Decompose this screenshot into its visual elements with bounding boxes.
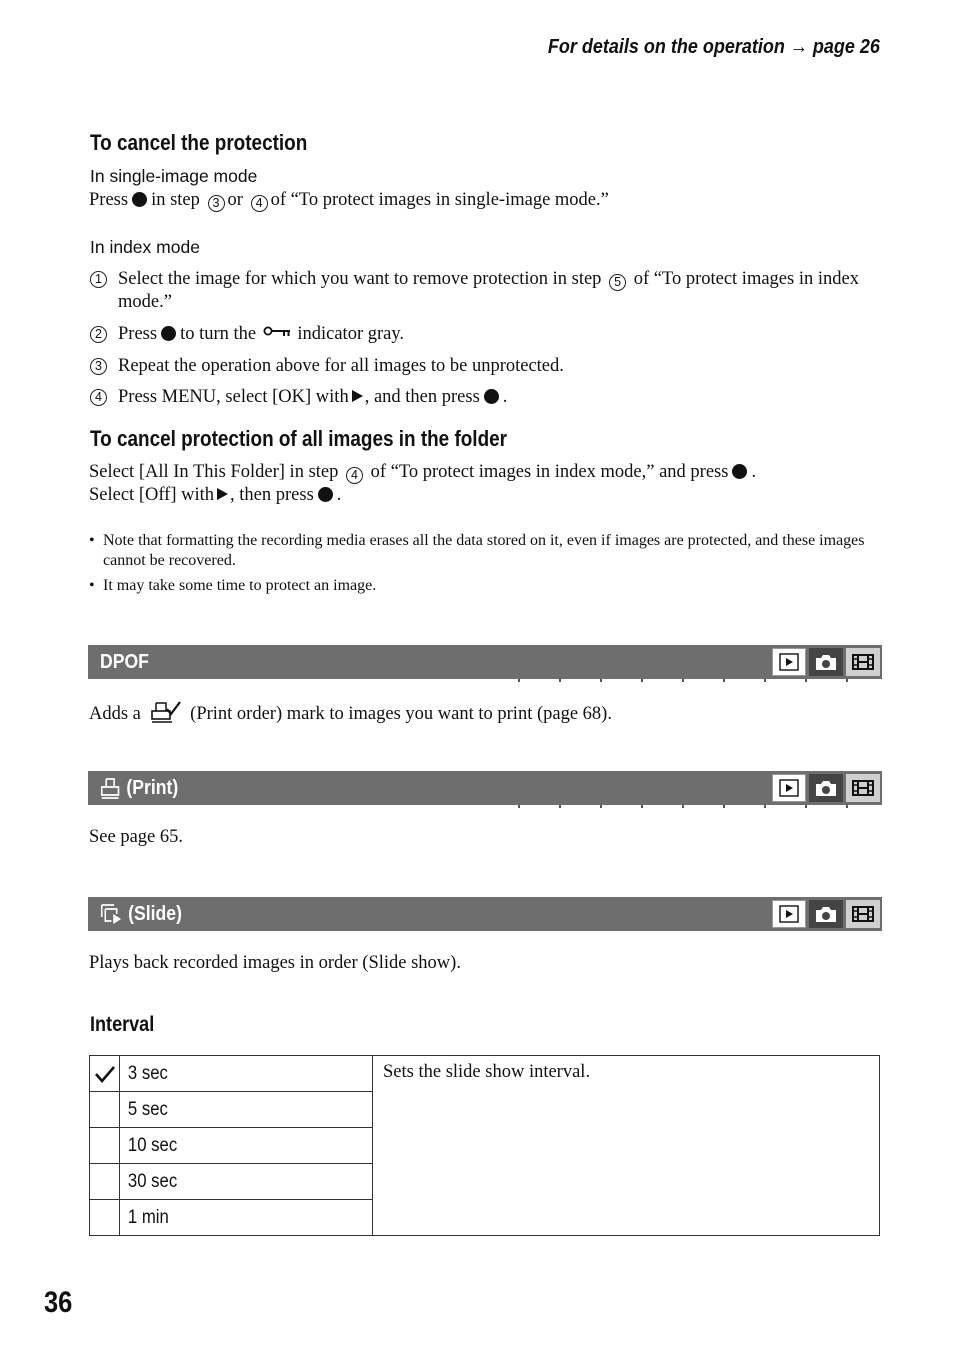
step-text bbox=[118, 268, 879, 314]
text-fragment: of “To protect images in single-image mode.” bbox=[270, 190, 609, 210]
step-number: 4 bbox=[90, 389, 107, 406]
cancel-all-line-2 bbox=[89, 484, 341, 507]
center-button-icon bbox=[732, 464, 747, 479]
section-title-cancel-all: To cancel protection of all images in the folder bbox=[90, 426, 508, 451]
text-fragment: indicator gray. bbox=[297, 324, 405, 344]
bullet-mark: • bbox=[89, 532, 95, 549]
note-text: Note that formatting the recording media erases all the data stored on it, even if images are protected, and these images cannot be recovered. bbox=[103, 532, 865, 569]
note-item bbox=[89, 531, 879, 571]
print-section-bar bbox=[88, 771, 882, 805]
text-fragment: Select the image for which you want to remove protection in step bbox=[118, 269, 602, 289]
subheading-index-mode: In index mode bbox=[90, 237, 200, 257]
right-arrow-icon bbox=[352, 390, 363, 402]
step-number: 3 bbox=[90, 358, 107, 375]
slide-description: Plays back recorded images in order (Slide show). bbox=[89, 953, 461, 973]
step-number: 1 bbox=[90, 271, 107, 288]
dpof-description bbox=[89, 700, 612, 726]
text-fragment: Select [Off] with bbox=[89, 485, 215, 505]
movie-mode-icon bbox=[846, 774, 880, 802]
header-cross-reference: For details on the operation → page 26 bbox=[547, 36, 880, 58]
page-number: 36 bbox=[44, 1286, 73, 1319]
interval-option bbox=[120, 1164, 373, 1200]
print-description: See page 65. bbox=[89, 827, 184, 847]
step-ref-number: 4 bbox=[346, 467, 363, 484]
text-fragment: to turn the bbox=[180, 324, 257, 344]
center-button-icon bbox=[132, 192, 147, 207]
subheading-single-image-mode: In single-image mode bbox=[90, 166, 258, 186]
step-number: 2 bbox=[90, 326, 107, 343]
section-title-cancel-protection: To cancel the protection bbox=[90, 130, 308, 155]
index-step-1 bbox=[89, 268, 879, 314]
text-fragment: of “To protect images in index mode.” bbox=[118, 269, 859, 312]
play-mode-icon bbox=[772, 900, 806, 928]
bar-ticks bbox=[518, 679, 848, 682]
text-fragment: (Print order) mark to images you want to print (page 68). bbox=[190, 704, 612, 724]
default-marker-cell bbox=[90, 1128, 120, 1164]
text-fragment: or bbox=[227, 190, 243, 210]
text-fragment: in step bbox=[151, 190, 200, 210]
print-order-icon bbox=[150, 700, 182, 724]
step-ref-number: 3 bbox=[208, 195, 225, 212]
slide-icon bbox=[100, 903, 123, 925]
interval-option bbox=[120, 1092, 373, 1128]
bar-title-text: (Print) bbox=[126, 776, 179, 799]
play-mode-icon bbox=[772, 774, 806, 802]
option-label: 3 sec bbox=[127, 1062, 168, 1084]
center-button-icon bbox=[484, 389, 499, 404]
table-row bbox=[90, 1056, 880, 1092]
center-button-icon bbox=[161, 326, 176, 341]
option-label: 10 sec bbox=[127, 1134, 178, 1156]
text-fragment: . bbox=[336, 485, 342, 505]
notes-list bbox=[89, 531, 879, 596]
text-fragment: Press bbox=[118, 324, 158, 344]
bar-title-text: (Slide) bbox=[128, 902, 182, 925]
camera-mode-icon bbox=[809, 774, 843, 802]
right-arrow-icon bbox=[217, 488, 228, 500]
print-icon bbox=[100, 777, 121, 799]
text-fragment: . bbox=[502, 387, 508, 407]
text-fragment: . bbox=[751, 462, 757, 482]
index-step-4 bbox=[89, 386, 879, 409]
dpof-bar-title bbox=[100, 645, 149, 679]
dpof-section-bar bbox=[88, 645, 882, 679]
play-mode-icon bbox=[772, 648, 806, 676]
default-marker-cell bbox=[90, 1164, 120, 1200]
text-fragment: , then press bbox=[230, 485, 314, 505]
mode-icons bbox=[772, 648, 880, 676]
slide-section-bar bbox=[88, 897, 882, 931]
text-fragment: , and then press bbox=[364, 387, 480, 407]
step-text: Repeat the operation above for all images to be unprotected. bbox=[118, 356, 564, 376]
text-fragment: Adds a bbox=[89, 704, 141, 724]
slide-bar-title bbox=[100, 897, 182, 931]
interval-description: Sets the slide show interval. bbox=[373, 1056, 880, 1236]
option-label: 5 sec bbox=[127, 1098, 168, 1120]
step-text bbox=[118, 323, 404, 346]
cancel-all-line-1 bbox=[89, 461, 756, 484]
text-fragment: Select [All In This Folder] in step bbox=[89, 462, 339, 482]
interval-heading: Interval bbox=[90, 1013, 155, 1036]
mode-icons bbox=[772, 774, 880, 802]
checkmark-icon bbox=[94, 1064, 116, 1084]
index-step-3 bbox=[89, 355, 879, 378]
index-step-2 bbox=[89, 323, 879, 346]
note-item bbox=[89, 576, 879, 596]
step-ref-number: 5 bbox=[609, 274, 626, 291]
option-label: 1 min bbox=[127, 1206, 169, 1228]
text-fragment: of “To protect images in index mode,” and press bbox=[370, 462, 729, 482]
mode-icons bbox=[772, 900, 880, 928]
movie-mode-icon bbox=[846, 648, 880, 676]
note-text: It may take some time to protect an image. bbox=[103, 577, 377, 594]
key-icon bbox=[263, 326, 291, 338]
movie-mode-icon bbox=[846, 900, 880, 928]
bar-ticks bbox=[518, 805, 848, 808]
bar-title-text: DPOF bbox=[100, 650, 149, 673]
interval-option bbox=[120, 1200, 373, 1236]
text-fragment: Press bbox=[89, 190, 129, 210]
center-button-icon bbox=[318, 487, 333, 502]
default-marker-cell bbox=[90, 1200, 120, 1236]
step-text bbox=[118, 386, 507, 409]
text-fragment: Press MENU, select [OK] with bbox=[118, 387, 349, 407]
camera-mode-icon bbox=[809, 900, 843, 928]
print-bar-title bbox=[100, 771, 178, 805]
step-ref-number: 4 bbox=[251, 195, 268, 212]
interval-options-table bbox=[89, 1055, 880, 1236]
index-mode-steps bbox=[89, 268, 879, 409]
default-marker-cell bbox=[90, 1056, 120, 1092]
interval-option bbox=[120, 1128, 373, 1164]
single-image-instruction bbox=[89, 189, 609, 212]
option-label: 30 sec bbox=[127, 1170, 178, 1192]
interval-option bbox=[120, 1056, 373, 1092]
camera-mode-icon bbox=[809, 648, 843, 676]
bullet-mark: • bbox=[89, 577, 95, 594]
default-marker-cell bbox=[90, 1092, 120, 1128]
